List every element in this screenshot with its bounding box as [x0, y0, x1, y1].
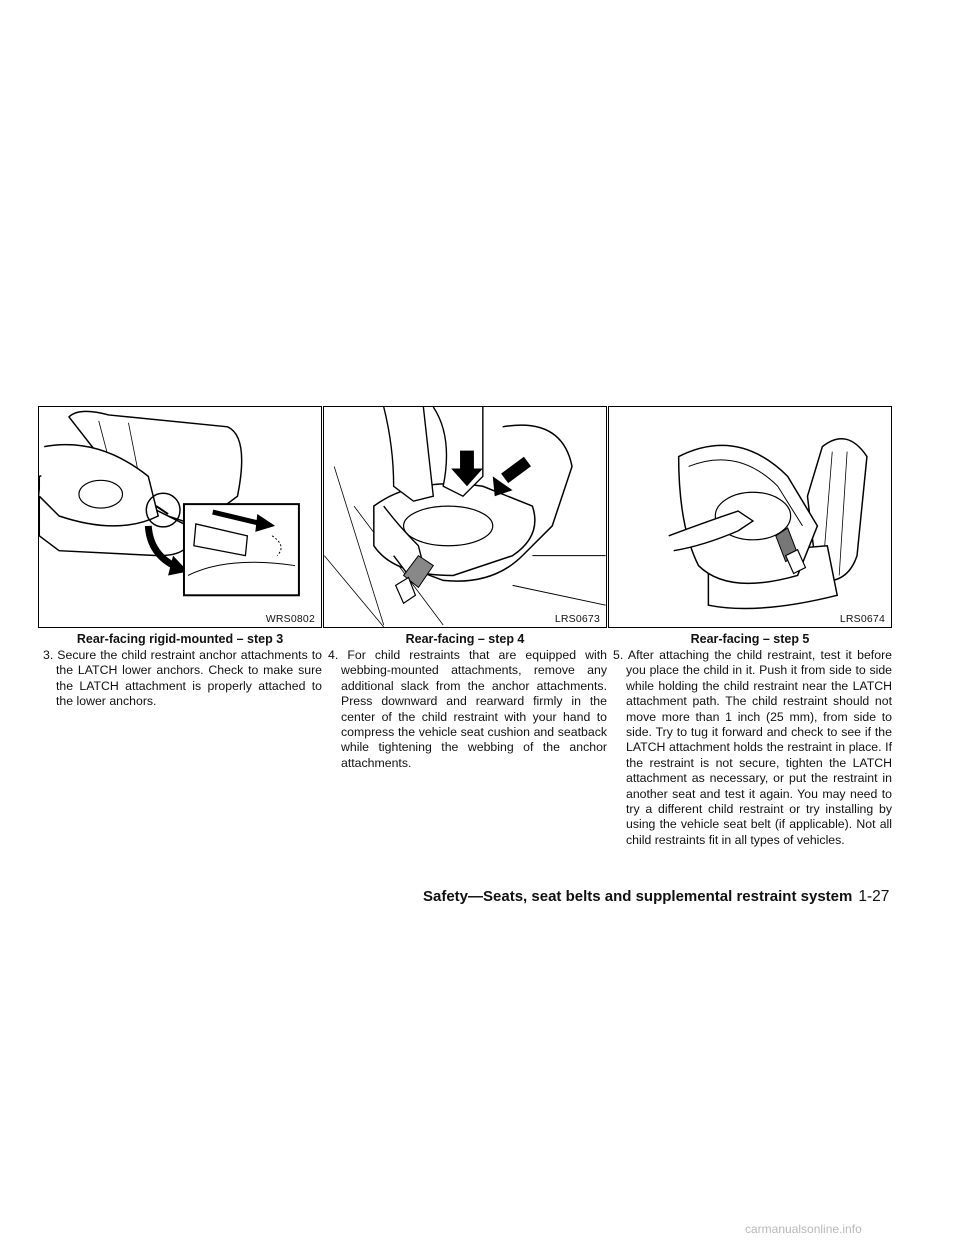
- figure-step-4: [323, 406, 607, 628]
- column-step-5: [608, 406, 894, 848]
- press-down-child-restraint-illustration-icon: [324, 407, 606, 627]
- figure-code: WRS0802: [265, 613, 315, 625]
- figure-caption: Rear-facing – step 4: [405, 632, 525, 646]
- figure-caption: Rear-facing rigid-mounted – step 3: [76, 632, 284, 646]
- figure-step-3: [38, 406, 322, 628]
- step-5-text: 5. After attaching the child restraint, test it before you place the child in it. Push it from side to side while holding the child restraint near the LATCH attachment path. The child restraint should not move more than 1 inch (25 mm), from side to side. Try to tug it forward and check to see if the LATCH attachment holds the restraint in place. If the restraint is not secure, tighten the LATCH attachment as necessary, or put the restraint in another seat and test it again. You may need to try a different child restraint or try installing by using the vehicle seat belt (if applicable). Not all child restraints fit in all types of vehicles.: [613, 648, 892, 847]
- section-title: Safety—Seats, seat belts and supplemental restraint system: [423, 888, 853, 905]
- figure-code: LRS0674: [839, 613, 885, 625]
- test-child-restraint-illustration-icon: [609, 407, 891, 627]
- figure-code: LRS0673: [554, 613, 600, 625]
- latch-anchor-illustration-icon: [39, 407, 321, 627]
- step-3-text: 3. Secure the child restraint anchor attachments to the LATCH lower anchors. Check to make sure the LATCH attachment is properly attached to the lower anchors.: [43, 648, 322, 709]
- figure-step-5: [608, 406, 892, 628]
- page-footer: [423, 888, 917, 906]
- page-number: 1-27: [858, 888, 890, 905]
- column-step-3: [38, 406, 324, 710]
- column-step-4: [323, 406, 609, 771]
- figure-caption: Rear-facing – step 5: [690, 632, 810, 646]
- watermark-text: carmanualsonline.info: [745, 1222, 862, 1236]
- step-4-text: 4. For child restraints that are equipped with webbing-mounted attachments, remove any additional slack from the anchor attachments. Press downward and rearward firmly in the center of the child restraint with your hand to compress the vehicle seat cushion and seatback while tightening the webbing of the anchor attachments.: [328, 648, 607, 770]
